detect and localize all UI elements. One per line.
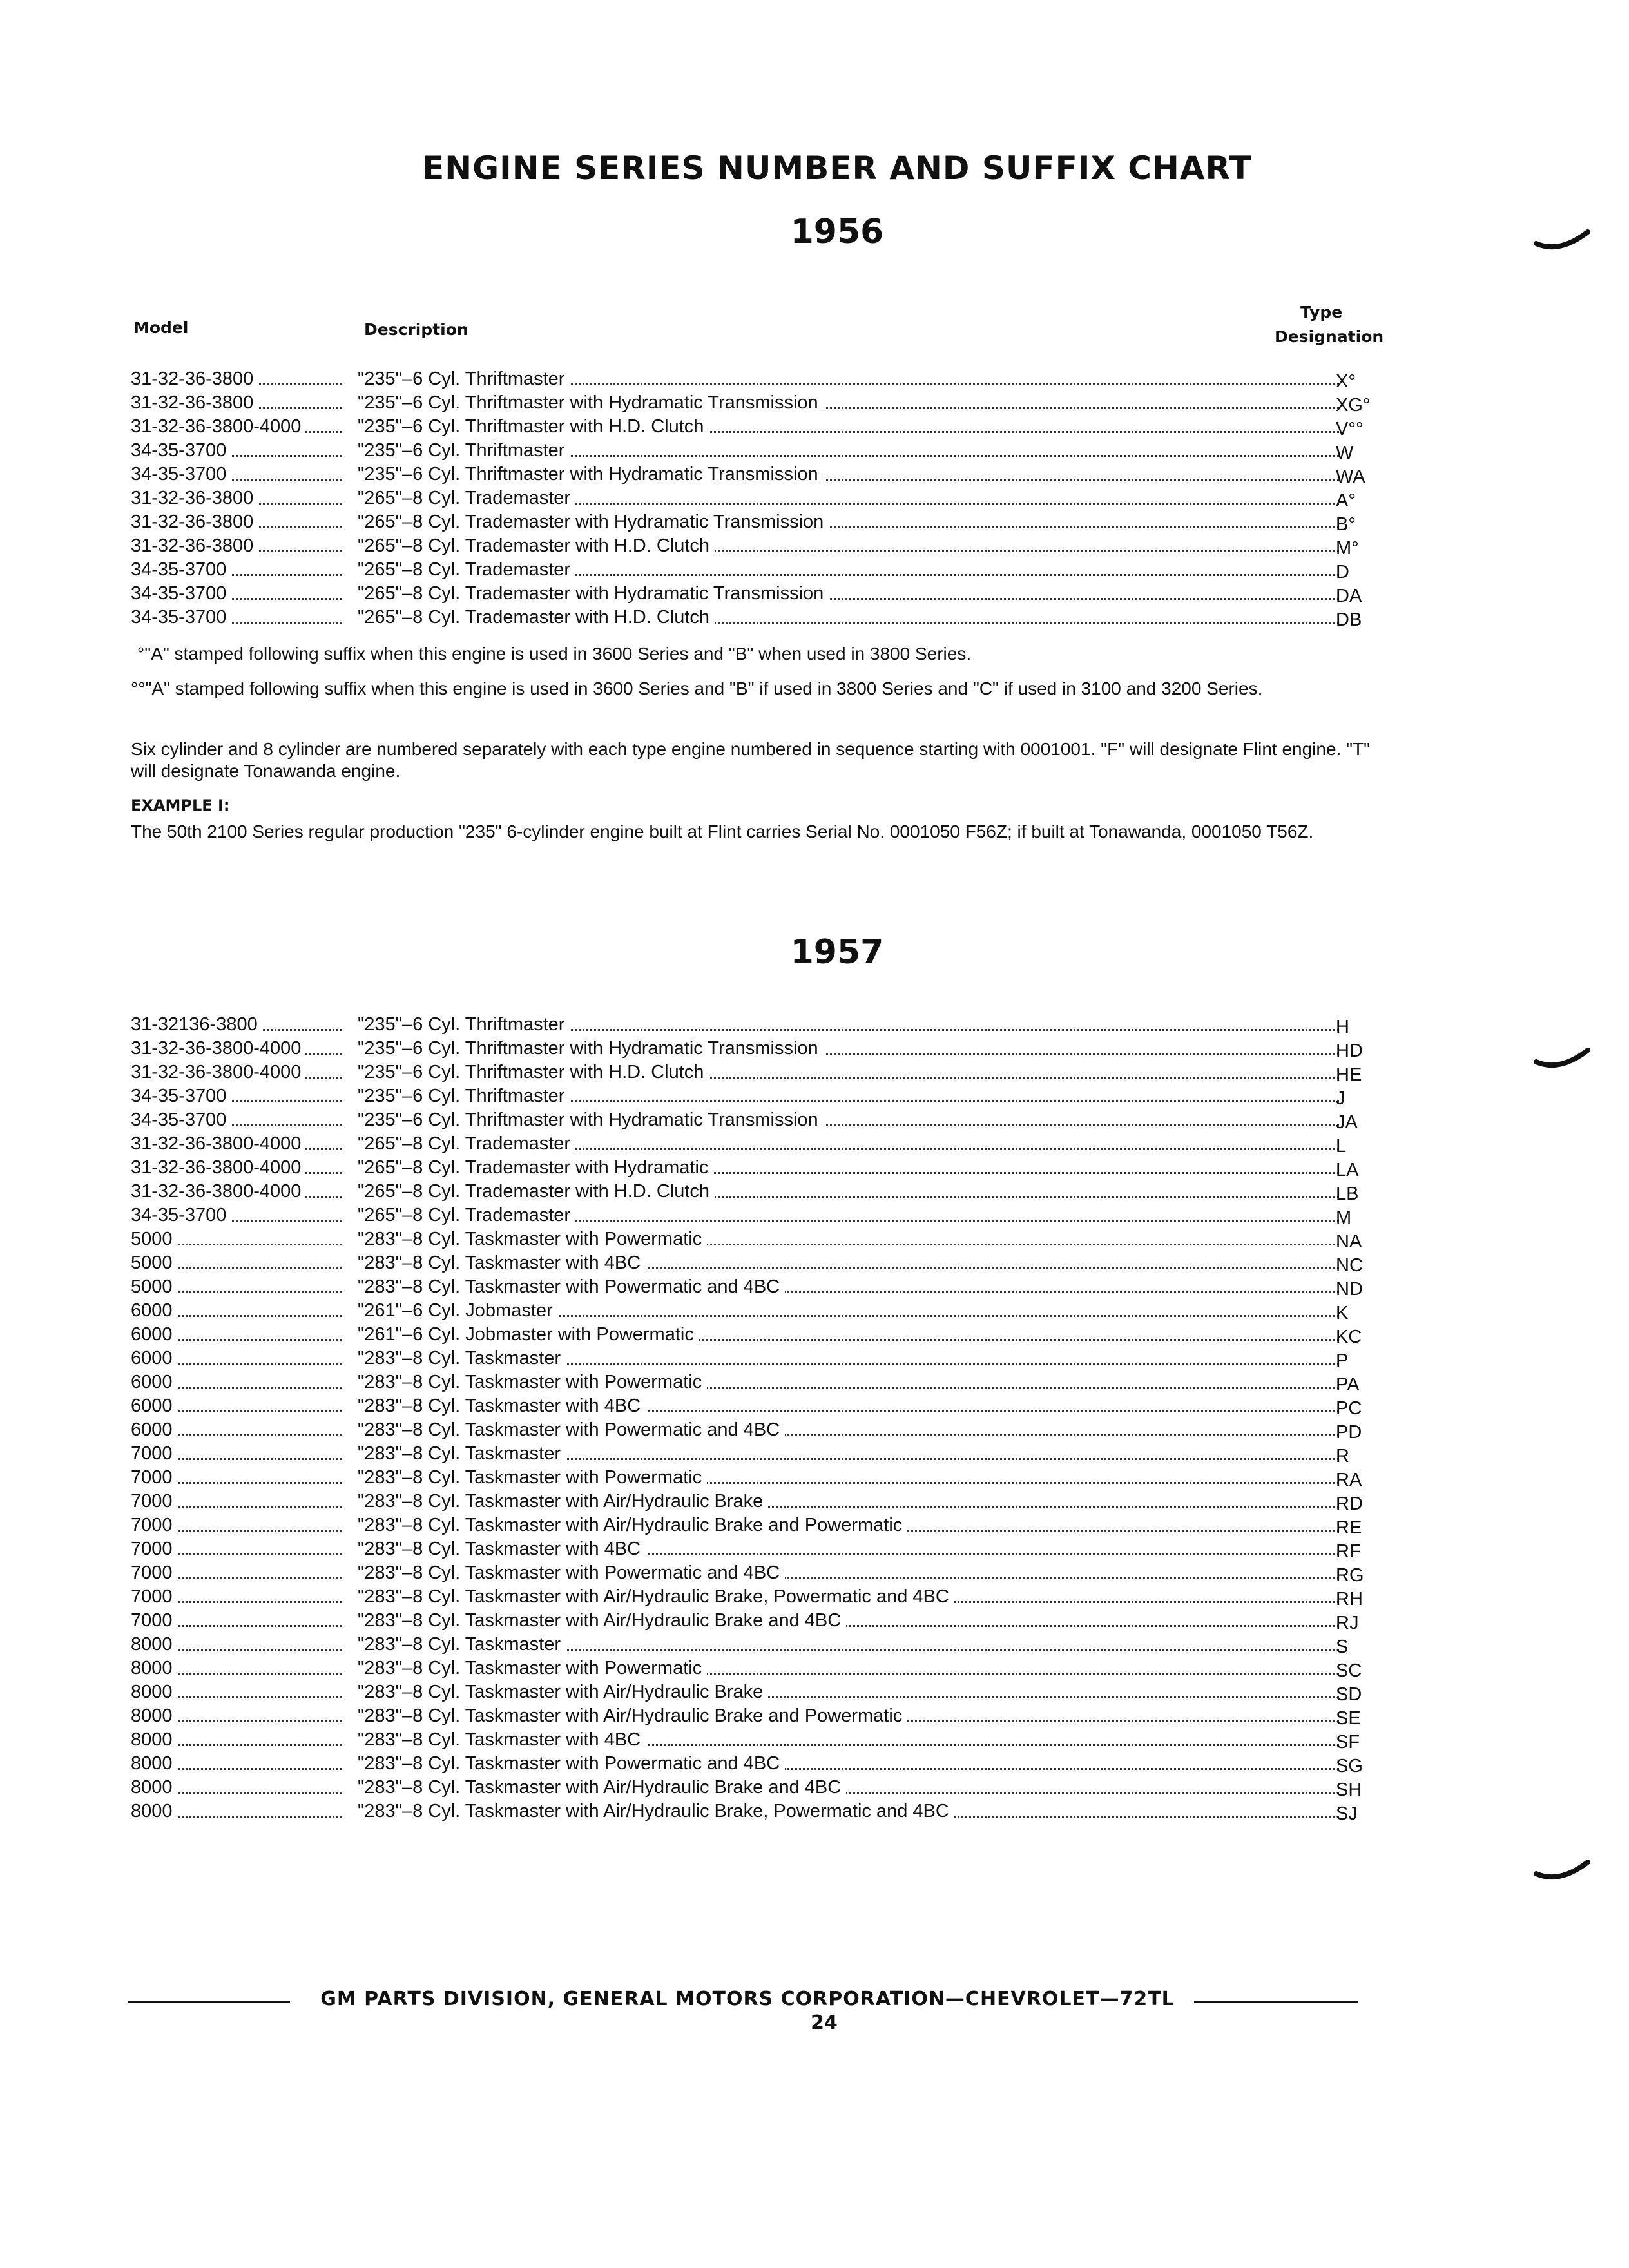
engine-description: "265"–8 Cyl. Trademaster with Hydramatic Transmission: [358, 512, 829, 532]
engine-description: "283"–8 Cyl. Taskmaster with 4BC: [358, 1539, 646, 1559]
description-cell: [358, 1180, 1339, 1204]
description-cell: [358, 463, 1339, 486]
description-cell: [358, 510, 1339, 534]
example-label: EXAMPLE I:: [131, 796, 230, 814]
model-number: 6000: [131, 1396, 177, 1416]
model-cell: [131, 1466, 351, 1490]
model-cell: [131, 1490, 351, 1514]
model-number: 31-32-36-3800-4000: [131, 1133, 305, 1154]
table-row: [131, 1561, 1378, 1585]
table-row: [131, 1347, 1378, 1370]
table-row: [131, 1490, 1378, 1514]
engine-description: "283"–8 Cyl. Taskmaster with Powermatic: [358, 1372, 707, 1392]
model-cell: [131, 1800, 351, 1823]
table-row: [131, 1609, 1378, 1633]
model-number: 7000: [131, 1539, 177, 1559]
model-cell: [131, 1537, 351, 1561]
engine-description: "265"–8 Cyl. Trademaster with H.D. Clutch: [358, 1181, 715, 1202]
description-cell: [358, 1394, 1339, 1418]
engine-description: "283"–8 Cyl. Taskmaster with Air/Hydraulic Brake and 4BC: [358, 1610, 846, 1631]
model-cell: [131, 391, 351, 415]
description-cell: [358, 1084, 1339, 1108]
engine-description: "283"–8 Cyl. Taskmaster with Powermatic: [358, 1229, 707, 1249]
engine-description: "235"–6 Cyl. Thriftmaster: [358, 1014, 570, 1035]
model-number: 7000: [131, 1467, 177, 1488]
type-designation: DA: [1336, 586, 1362, 606]
engine-description: "283"–8 Cyl. Taskmaster with 4BC: [358, 1253, 646, 1273]
description-cell: [358, 1275, 1339, 1299]
model-number: 34-35-3700: [131, 1205, 230, 1225]
description-cell: [358, 1514, 1339, 1537]
type-designation: W: [1336, 443, 1354, 463]
serial-number-note: Six cylinder and 8 cylinder are numbered separately with each type engine numbered in sequence starting with 0001001. "F" will designate Flint engine. "T" will designate Tonawanda engine.: [131, 739, 1371, 781]
table-row: [131, 1418, 1378, 1442]
table-row: [131, 391, 1378, 415]
example-text: The 50th 2100 Series regular production "235" 6-cylinder engine built at Flint carries Serial No. 0001050 F56Z; if built at Tonawanda, 0001050 T56Z.: [131, 822, 1314, 841]
model-cell: [131, 1394, 351, 1418]
model-cell: [131, 1442, 351, 1466]
type-designation: A°: [1336, 490, 1356, 511]
model-number: 31-32-36-3800-4000: [131, 1062, 305, 1082]
description-cell: [358, 1061, 1339, 1084]
type-designation: ND: [1336, 1279, 1363, 1300]
year-1957-heading: 1957: [790, 933, 884, 972]
model-cell: [131, 1728, 351, 1752]
engine-description: "283"–8 Cyl. Taskmaster with Air/Hydraulic Brake: [358, 1491, 768, 1512]
model-number: 31-32-36-3800: [131, 392, 257, 413]
model-number: 7000: [131, 1586, 177, 1607]
table-row: [131, 1466, 1378, 1490]
engine-description: "283"–8 Cyl. Taskmaster with Powermatic and 4BC: [358, 1276, 785, 1297]
table-row: [131, 1442, 1378, 1466]
type-designation: R: [1336, 1446, 1349, 1466]
table-row: [131, 558, 1378, 582]
description-cell: [358, 1776, 1339, 1800]
type-designation: H: [1336, 1017, 1349, 1037]
table-row: [131, 1633, 1378, 1657]
model-cell: [131, 1299, 351, 1323]
description-cell: [358, 1251, 1339, 1275]
table-row: [131, 1084, 1378, 1108]
table-row: [131, 1704, 1378, 1728]
type-designation: L: [1336, 1136, 1347, 1157]
model-number: 6000: [131, 1348, 177, 1369]
model-cell: [131, 606, 351, 629]
table-row: [131, 1585, 1378, 1609]
type-designation: X°: [1336, 371, 1356, 392]
engine-description: "283"–8 Cyl. Taskmaster: [358, 1443, 566, 1464]
model-cell: [131, 1347, 351, 1370]
table-1956: [131, 367, 1378, 629]
description-cell: [358, 1680, 1339, 1704]
type-designation: DB: [1336, 610, 1362, 630]
type-column-header-line2: Designation: [1275, 327, 1384, 346]
type-designation: V°°: [1336, 419, 1364, 439]
model-cell: [131, 1418, 351, 1442]
type-designation: XG°: [1336, 395, 1371, 416]
engine-description: "283"–8 Cyl. Taskmaster with Air/Hydraulic Brake and 4BC: [358, 1777, 846, 1798]
table-row: [131, 1514, 1378, 1537]
table-row: [131, 534, 1378, 558]
type-designation: B°: [1336, 514, 1356, 535]
engine-description: "265"–8 Cyl. Trademaster: [358, 488, 575, 508]
model-column-header: Model: [133, 318, 189, 337]
model-number: 31-32136-3800: [131, 1014, 262, 1035]
model-cell: [131, 1370, 351, 1394]
engine-description: "283"–8 Cyl. Taskmaster with Powermatic and 4BC: [358, 1419, 785, 1440]
table-row: [131, 1537, 1378, 1561]
model-cell: [131, 1633, 351, 1657]
type-designation: HD: [1336, 1041, 1363, 1061]
table-row: [131, 582, 1378, 606]
description-column-header: Description: [364, 320, 468, 339]
type-designation: RG: [1336, 1565, 1364, 1586]
description-cell: [358, 582, 1339, 606]
engine-description: "261"–6 Cyl. Jobmaster with Powermatic: [358, 1324, 699, 1345]
model-cell: [131, 1156, 351, 1180]
type-designation: SC: [1336, 1660, 1362, 1681]
description-cell: [358, 1537, 1339, 1561]
description-cell: [358, 367, 1339, 391]
description-cell: [358, 1442, 1339, 1466]
type-designation: K: [1336, 1303, 1349, 1323]
model-cell: [131, 1704, 351, 1728]
model-number: 34-35-3700: [131, 607, 230, 628]
model-cell: [131, 1180, 351, 1204]
model-number: 8000: [131, 1634, 177, 1655]
model-cell: [131, 1323, 351, 1347]
engine-description: "235"–6 Cyl. Thriftmaster with Hydramatic Transmission: [358, 1110, 824, 1130]
type-designation: LB: [1336, 1184, 1359, 1204]
type-designation: LA: [1336, 1160, 1359, 1180]
model-cell: [131, 1061, 351, 1084]
description-cell: [358, 1704, 1339, 1728]
description-cell: [358, 1609, 1339, 1633]
engine-description: "283"–8 Cyl. Taskmaster with Powermatic and 4BC: [358, 1753, 785, 1774]
model-cell: [131, 1108, 351, 1132]
description-cell: [358, 1657, 1339, 1680]
engine-description: "283"–8 Cyl. Taskmaster with Air/Hydraulic Brake and Powermatic: [358, 1515, 907, 1535]
model-cell: [131, 1204, 351, 1227]
footer-text: GM PARTS DIVISION, GENERAL MOTORS CORPORATION—CHEVROLET—72TL: [320, 1988, 1175, 2010]
table-row: [131, 1800, 1378, 1823]
model-cell: [131, 1227, 351, 1251]
model-cell: [131, 1776, 351, 1800]
model-cell: [131, 510, 351, 534]
model-cell: [131, 1585, 351, 1609]
description-cell: [358, 1323, 1339, 1347]
table-row: [131, 1251, 1378, 1275]
engine-description: "283"–8 Cyl. Taskmaster with Powermatic and 4BC: [358, 1562, 785, 1583]
model-cell: [131, 1514, 351, 1537]
engine-description: "235"–6 Cyl. Thriftmaster with H.D. Clutch: [358, 416, 709, 437]
table-row: [131, 1037, 1378, 1061]
model-number: 7000: [131, 1491, 177, 1512]
model-cell: [131, 1084, 351, 1108]
description-cell: [358, 1299, 1339, 1323]
type-designation: RD: [1336, 1494, 1363, 1514]
table-row: [131, 415, 1378, 439]
table-row: [131, 1013, 1378, 1037]
type-designation: M°: [1336, 538, 1359, 559]
description-cell: [358, 1370, 1339, 1394]
table-row: [131, 1752, 1378, 1776]
table-row: [131, 439, 1378, 463]
engine-description: "283"–8 Cyl. Taskmaster: [358, 1348, 566, 1369]
model-number: 7000: [131, 1515, 177, 1535]
model-cell: [131, 415, 351, 439]
model-number: 7000: [131, 1610, 177, 1631]
model-number: 34-35-3700: [131, 440, 230, 461]
table-row: [131, 1394, 1378, 1418]
engine-description: "283"–8 Cyl. Taskmaster with Air/Hydraulic Brake, Powermatic and 4BC: [358, 1801, 954, 1821]
model-cell: [131, 1609, 351, 1633]
model-number: 8000: [131, 1801, 177, 1821]
table-row: [131, 510, 1378, 534]
description-cell: [358, 1561, 1339, 1585]
model-cell: [131, 439, 351, 463]
model-cell: [131, 1680, 351, 1704]
model-cell: [131, 486, 351, 510]
engine-description: "261"–6 Cyl. Jobmaster: [358, 1300, 558, 1321]
description-cell: [358, 606, 1339, 629]
model-number: 31-32-36-3800-4000: [131, 416, 305, 437]
type-column-header-line1: Type: [1300, 303, 1343, 322]
engine-description: "283"–8 Cyl. Taskmaster with Air/Hydraulic Brake: [358, 1682, 768, 1702]
engine-description: "265"–8 Cyl. Trademaster with H.D. Clutch: [358, 535, 715, 556]
model-number: 5000: [131, 1276, 177, 1297]
description-cell: [358, 1466, 1339, 1490]
description-cell: [358, 1752, 1339, 1776]
type-designation: WA: [1336, 466, 1365, 487]
model-number: 5000: [131, 1253, 177, 1273]
model-cell: [131, 1561, 351, 1585]
type-designation: RH: [1336, 1589, 1363, 1610]
model-cell: [131, 463, 351, 486]
table-row: [131, 1299, 1378, 1323]
type-designation: NC: [1336, 1255, 1363, 1276]
description-cell: [358, 1132, 1339, 1156]
model-number: 7000: [131, 1562, 177, 1583]
description-cell: [358, 1490, 1339, 1514]
type-designation: SF: [1336, 1732, 1360, 1753]
description-cell: [358, 486, 1339, 510]
engine-description: "283"–8 Cyl. Taskmaster with Air/Hydraulic Brake and Powermatic: [358, 1706, 907, 1726]
description-cell: [358, 1037, 1339, 1061]
model-number: 8000: [131, 1682, 177, 1702]
year-1956-heading: 1956: [790, 213, 884, 251]
table-row: [131, 486, 1378, 510]
table-row: [131, 367, 1378, 391]
table-row: [131, 1180, 1378, 1204]
model-number: 6000: [131, 1300, 177, 1321]
table-row: [131, 463, 1378, 486]
type-designation: M: [1336, 1207, 1352, 1228]
model-number: 34-35-3700: [131, 464, 230, 485]
model-number: 34-35-3700: [131, 1086, 230, 1106]
model-number: 8000: [131, 1729, 177, 1750]
model-number: 34-35-3700: [131, 583, 230, 604]
description-cell: [358, 1418, 1339, 1442]
model-number: 34-35-3700: [131, 1110, 230, 1130]
type-designation: SD: [1336, 1684, 1362, 1705]
description-cell: [358, 1800, 1339, 1823]
engine-description: "235"–6 Cyl. Thriftmaster with Hydramatic Transmission: [358, 1038, 824, 1059]
type-designation: PA: [1336, 1374, 1360, 1395]
model-number: 5000: [131, 1229, 177, 1249]
model-number: 7000: [131, 1443, 177, 1464]
type-designation: PD: [1336, 1422, 1362, 1443]
engine-description: "265"–8 Cyl. Trademaster with Hydramatic Transmission: [358, 583, 829, 604]
model-number: 6000: [131, 1419, 177, 1440]
table-row: [131, 1204, 1378, 1227]
description-cell: [358, 558, 1339, 582]
engine-description: "265"–8 Cyl. Trademaster: [358, 559, 575, 580]
model-number: 31-32-36-3800-4000: [131, 1157, 305, 1178]
type-designation: PC: [1336, 1398, 1362, 1419]
description-cell: [358, 439, 1339, 463]
model-cell: [131, 1132, 351, 1156]
model-number: 31-32-36-3800: [131, 369, 257, 389]
engine-description: "235"–6 Cyl. Thriftmaster: [358, 1086, 570, 1106]
model-cell: [131, 367, 351, 391]
footnote-double-degree: °°"A" stamped following suffix when this engine is used in 3600 Series and "B" if used in 3800 Series and "C" if used in 3100 and 3200 Series.: [131, 678, 1263, 698]
type-designation: KC: [1336, 1327, 1362, 1347]
description-cell: [358, 534, 1339, 558]
model-cell: [131, 1752, 351, 1776]
model-cell: [131, 1657, 351, 1680]
type-designation: SE: [1336, 1708, 1361, 1729]
model-number: 31-32-36-3800: [131, 488, 257, 508]
description-cell: [358, 1227, 1339, 1251]
type-designation: NA: [1336, 1231, 1362, 1252]
engine-description: "283"–8 Cyl. Taskmaster: [358, 1634, 566, 1655]
table-row: [131, 1776, 1378, 1800]
model-cell: [131, 558, 351, 582]
type-designation: RJ: [1336, 1613, 1359, 1633]
table-row: [131, 1728, 1378, 1752]
type-designation: RE: [1336, 1517, 1362, 1538]
description-cell: [358, 1728, 1339, 1752]
page-number: 24: [811, 2012, 838, 2034]
model-number: 6000: [131, 1372, 177, 1392]
engine-description: "235"–6 Cyl. Thriftmaster with H.D. Clutch: [358, 1062, 709, 1082]
engine-description: "235"–6 Cyl. Thriftmaster: [358, 440, 570, 461]
page-title: ENGINE SERIES NUMBER AND SUFFIX CHART: [422, 149, 1252, 187]
table-1957: [131, 1013, 1378, 1823]
description-cell: [358, 391, 1339, 415]
table-row: [131, 1323, 1378, 1347]
type-designation: J: [1336, 1088, 1345, 1109]
table-row: [131, 1227, 1378, 1251]
description-cell: [358, 1585, 1339, 1609]
type-designation: S: [1336, 1637, 1349, 1657]
footnote-single-degree: °"A" stamped following suffix when this engine is used in 3600 Series and "B" when used in 3800 Series.: [137, 644, 972, 664]
type-designation: SH: [1336, 1780, 1362, 1800]
table-row: [131, 1061, 1378, 1084]
description-cell: [358, 1013, 1339, 1037]
engine-description: "283"–8 Cyl. Taskmaster with 4BC: [358, 1396, 646, 1416]
type-designation: P: [1336, 1350, 1349, 1371]
type-designation: RF: [1336, 1541, 1361, 1562]
model-cell: [131, 1013, 351, 1037]
engine-description: "265"–8 Cyl. Trademaster: [358, 1133, 575, 1154]
table-row: [131, 606, 1378, 629]
model-number: 31-32-36-3800: [131, 512, 257, 532]
model-number: 8000: [131, 1777, 177, 1798]
table-row: [131, 1132, 1378, 1156]
type-designation: HE: [1336, 1064, 1362, 1085]
binder-hole-mark-3: [1534, 1856, 1592, 1888]
type-designation: RA: [1336, 1470, 1362, 1490]
table-row: [131, 1370, 1378, 1394]
model-number: 34-35-3700: [131, 559, 230, 580]
engine-description: "235"–6 Cyl. Thriftmaster with Hydramatic Transmission: [358, 392, 824, 413]
model-cell: [131, 1251, 351, 1275]
engine-description: "283"–8 Cyl. Taskmaster with Powermatic: [358, 1658, 707, 1678]
model-cell: [131, 582, 351, 606]
description-cell: [358, 1108, 1339, 1132]
engine-description: "265"–8 Cyl. Trademaster with Hydramatic: [358, 1157, 713, 1178]
type-designation: D: [1336, 562, 1349, 582]
description-cell: [358, 1347, 1339, 1370]
description-cell: [358, 1633, 1339, 1657]
engine-description: "265"–8 Cyl. Trademaster with H.D. Clutch: [358, 607, 715, 628]
table-row: [131, 1680, 1378, 1704]
model-number: 31-32-36-3800: [131, 535, 257, 556]
type-designation: JA: [1336, 1112, 1358, 1133]
engine-description: "265"–8 Cyl. Trademaster: [358, 1205, 575, 1225]
binder-hole-mark-2: [1534, 1044, 1592, 1076]
engine-description: "235"–6 Cyl. Thriftmaster: [358, 369, 570, 389]
engine-description: "283"–8 Cyl. Taskmaster with Powermatic: [358, 1467, 707, 1488]
model-number: 31-32-36-3800-4000: [131, 1038, 305, 1059]
model-number: 31-32-36-3800-4000: [131, 1181, 305, 1202]
table-row: [131, 1156, 1378, 1180]
binder-hole-mark-1: [1534, 226, 1592, 258]
table-row: [131, 1108, 1378, 1132]
model-number: 6000: [131, 1324, 177, 1345]
type-designation: SJ: [1336, 1803, 1358, 1824]
engine-description: "235"–6 Cyl. Thriftmaster with Hydramatic Transmission: [358, 464, 824, 485]
model-cell: [131, 1275, 351, 1299]
description-cell: [358, 1204, 1339, 1227]
engine-description: "283"–8 Cyl. Taskmaster with Air/Hydraulic Brake, Powermatic and 4BC: [358, 1586, 954, 1607]
model-number: 8000: [131, 1658, 177, 1678]
table-row: [131, 1275, 1378, 1299]
engine-description: "283"–8 Cyl. Taskmaster with 4BC: [358, 1729, 646, 1750]
model-number: 8000: [131, 1753, 177, 1774]
type-designation: SG: [1336, 1756, 1363, 1776]
description-cell: [358, 415, 1339, 439]
model-cell: [131, 534, 351, 558]
model-cell: [131, 1037, 351, 1061]
model-number: 8000: [131, 1706, 177, 1726]
table-row: [131, 1657, 1378, 1680]
description-cell: [358, 1156, 1339, 1180]
